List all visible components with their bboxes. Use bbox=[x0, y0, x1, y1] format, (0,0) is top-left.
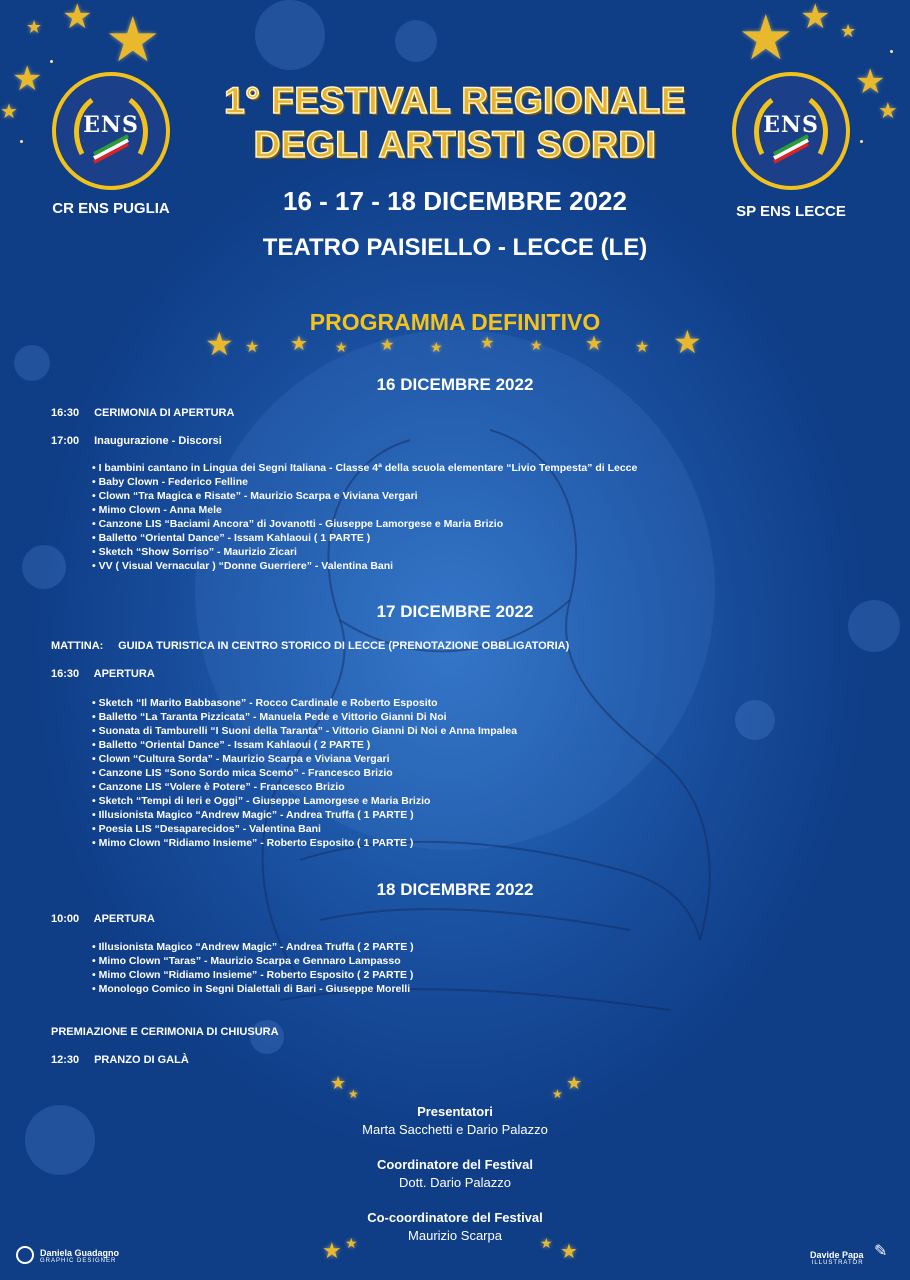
designer-name: Daniela Guadagno bbox=[40, 1248, 120, 1258]
star-icon: ★ bbox=[673, 324, 702, 360]
bokeh-circle bbox=[255, 0, 325, 70]
list-item: • Clown “Cultura Sorda” - Maurizio Scarpa e Viviana Vergari bbox=[92, 752, 517, 766]
schedule-row bbox=[51, 1054, 189, 1066]
star-icon: ★ bbox=[105, 6, 161, 75]
list-item: • Mimo Clown “Ridiamo Insieme” - Roberto Esposito ( 1 PARTE ) bbox=[92, 836, 517, 850]
designer-role: GRAPHIC DESIGNER bbox=[40, 1258, 117, 1264]
designer-logo-icon bbox=[16, 1246, 34, 1264]
list-item: • I bambini cantano in Lingua dei Segni Italiana - Classe 4ª della scuola elementare “Livio Tempesta” di Lecce bbox=[92, 461, 637, 475]
illustrator-signature bbox=[810, 1250, 864, 1266]
festival-dates: 16 - 17 - 18 DICEMBRE 2022 bbox=[283, 186, 627, 216]
star-icon: ★ bbox=[335, 339, 348, 355]
schedule-time: 10:00 bbox=[51, 913, 80, 925]
list-item: • Illusionista Magico “Andrew Magic” - Andrea Truffa ( 2 PARTE ) bbox=[92, 940, 414, 954]
list-item: • Canzone LIS “Volere è Potere” - Francesco Brizio bbox=[92, 780, 517, 794]
designer-signature bbox=[40, 1248, 119, 1264]
schedule-row bbox=[51, 640, 569, 652]
sparkle bbox=[860, 140, 863, 143]
list-item: • Baby Clown - Federico Felline bbox=[92, 475, 637, 489]
schedule-row bbox=[51, 668, 155, 680]
sparkle bbox=[890, 50, 893, 53]
list-item: • Balletto “La Taranta Pizzicata” - Manuela Pede e Vittorio Gianni Di Noi bbox=[92, 710, 517, 724]
festival-title-line2: DEGLI ARTISTI SORDI bbox=[253, 124, 657, 165]
emblem-text: ENS bbox=[763, 112, 819, 138]
schedule-text: GUIDA TURISTICA IN CENTRO STORICO DI LECCE (PRENOTAZIONE OBBLIGATORIA) bbox=[118, 640, 570, 652]
illustrator-role: ILLUSTRATOR bbox=[811, 1260, 864, 1266]
ens-emblem-left bbox=[52, 72, 170, 190]
star-icon: ★ bbox=[566, 1073, 583, 1093]
schedule-text: APERTURA bbox=[93, 913, 155, 925]
list-item: • Monologo Comico in Segni Dialettali di Bari - Giuseppe Morelli bbox=[92, 982, 414, 996]
star-icon: ★ bbox=[12, 60, 43, 98]
closing-text: PREMIAZIONE E CERIMONIA DI CHIUSURA bbox=[51, 1026, 279, 1038]
sparkle bbox=[20, 140, 23, 143]
list-item: • Suonata di Tamburelli “I Suoni della Taranta” - Vittorio Gianni Di Noi e Anna Impalea bbox=[92, 724, 517, 738]
festival-title-line1: 1° FESTIVAL REGIONALE bbox=[224, 80, 686, 121]
list-item: • Balletto “Oriental Dance” - Issam Kahlaoui ( 1 PARTE ) bbox=[92, 531, 637, 545]
laurel-icon bbox=[744, 84, 838, 178]
star-icon: ★ bbox=[290, 333, 308, 355]
star-icon: ★ bbox=[330, 1073, 347, 1093]
bokeh-circle bbox=[25, 1105, 95, 1175]
star-icon: ★ bbox=[540, 1235, 553, 1251]
list-item: • Mimo Clown “Ridiamo Insieme” - Roberto Esposito ( 2 PARTE ) bbox=[92, 968, 414, 982]
star-icon: ★ bbox=[878, 98, 898, 123]
schedule-time: 16:30 bbox=[51, 668, 80, 680]
list-item: • Canzone LIS “Baciami Ancora” di Jovanotti - Giuseppe Lamorgese e Maria Brizio bbox=[92, 517, 637, 531]
list-item: • Poesia LIS “Desaparecidos” - Valentina Bani bbox=[92, 822, 517, 836]
sparkle bbox=[50, 60, 53, 63]
emblem-text: ENS bbox=[83, 112, 139, 138]
star-garland bbox=[205, 326, 705, 366]
bokeh-circle bbox=[14, 345, 50, 381]
quill-icon: ✎ bbox=[874, 1243, 888, 1260]
list-item: • Mimo Clown - Anna Mele bbox=[92, 503, 637, 517]
star-icon: ★ bbox=[530, 337, 543, 353]
star-icon: ★ bbox=[430, 339, 443, 355]
list-item: • Sketch “Il Marito Babbasone” - Rocco Cardinale e Roberto Esposito bbox=[92, 696, 517, 710]
closing-ceremony bbox=[51, 1026, 279, 1038]
illustrator-name: Davide Papa bbox=[810, 1250, 864, 1260]
bokeh-circle bbox=[395, 20, 437, 62]
program-heading: PROGRAMMA DEFINITIVO bbox=[309, 309, 601, 335]
star-icon: ★ bbox=[322, 1238, 342, 1263]
coordinator-role: Coordinatore del Festival bbox=[376, 1157, 534, 1172]
schedule-time: MATTINA: bbox=[51, 640, 104, 652]
schedule-row bbox=[51, 913, 155, 925]
schedule-text: CERIMONIA DI APERTURA bbox=[94, 407, 235, 419]
list-item: • Sketch “Show Sorriso” - Maurizio Zicari bbox=[92, 545, 637, 559]
star-icon: ★ bbox=[0, 101, 18, 123]
schedule-time: 16:30 bbox=[51, 407, 80, 419]
star-icon: ★ bbox=[800, 0, 831, 36]
schedule-text: APERTURA bbox=[93, 668, 155, 680]
performance-list bbox=[92, 940, 414, 996]
performance-list bbox=[92, 461, 637, 573]
day-heading: 16 DICEMBRE 2022 bbox=[376, 375, 534, 394]
star-icon: ★ bbox=[345, 1235, 358, 1251]
list-item: • VV ( Visual Vernacular ) “Donne Guerriere” - Valentina Bani bbox=[92, 559, 637, 573]
schedule-text: PRANZO DI GALÀ bbox=[94, 1054, 189, 1066]
list-item: • Canzone LIS “Sono Sordo mica Scemo” - Francesco Brizio bbox=[92, 766, 517, 780]
presenters-names: Marta Sacchetti e Dario Palazzo bbox=[362, 1122, 548, 1137]
star-icon: ★ bbox=[26, 17, 43, 37]
day-heading: 18 DICEMBRE 2022 bbox=[376, 880, 534, 899]
star-icon: ★ bbox=[380, 337, 395, 354]
star-icon: ★ bbox=[585, 333, 603, 355]
schedule-time: 17:00 bbox=[51, 435, 80, 447]
list-item: • Sketch “Tempi di Ieri e Oggi” - Giuseppe Lamorgese e Maria Brizio bbox=[92, 794, 517, 808]
star-icon: ★ bbox=[205, 326, 234, 362]
star-icon: ★ bbox=[245, 339, 260, 356]
schedule-row bbox=[51, 435, 222, 447]
list-item: • Balletto “Oriental Dance” - Issam Kahlaoui ( 2 PARTE ) bbox=[92, 738, 517, 752]
day-heading: 17 DICEMBRE 2022 bbox=[376, 602, 534, 621]
list-item: • Clown “Tra Magica e Risate” - Maurizio Scarpa e Viviana Vergari bbox=[92, 489, 637, 503]
star-icon: ★ bbox=[348, 1087, 359, 1101]
coordinator-name: Dott. Dario Palazzo bbox=[399, 1175, 511, 1190]
schedule-time: 12:30 bbox=[51, 1054, 80, 1066]
list-item: • Illusionista Magico “Andrew Magic” - Andrea Truffa ( 1 PARTE ) bbox=[92, 808, 517, 822]
schedule-text: Inaugurazione - Discorsi bbox=[94, 435, 222, 447]
cocoordinator-role: Co-coordinatore del Festival bbox=[367, 1210, 543, 1225]
right-organization: SP ENS LECCE bbox=[736, 203, 846, 220]
star-icon: ★ bbox=[840, 21, 857, 41]
star-icon: ★ bbox=[560, 1241, 578, 1263]
festival-venue: TEATRO PAISIELLO - LECCE (LE) bbox=[262, 234, 648, 261]
performance-list bbox=[92, 696, 517, 850]
star-icon: ★ bbox=[855, 63, 886, 101]
schedule-row bbox=[51, 407, 234, 419]
star-icon: ★ bbox=[738, 4, 794, 73]
bokeh-circle bbox=[848, 600, 900, 652]
presenters-role: Presentatori bbox=[417, 1104, 493, 1119]
star-icon: ★ bbox=[635, 339, 650, 356]
cocoordinator-name: Maurizio Scarpa bbox=[408, 1228, 502, 1243]
star-icon: ★ bbox=[552, 1087, 563, 1101]
list-item: • Mimo Clown “Taras” - Maurizio Scarpa e Gennaro Lampasso bbox=[92, 954, 414, 968]
bokeh-circle bbox=[22, 545, 66, 589]
laurel-icon bbox=[64, 84, 158, 178]
star-icon: ★ bbox=[62, 0, 93, 36]
star-icon: ★ bbox=[480, 335, 495, 352]
left-organization: CR ENS PUGLIA bbox=[52, 200, 170, 217]
